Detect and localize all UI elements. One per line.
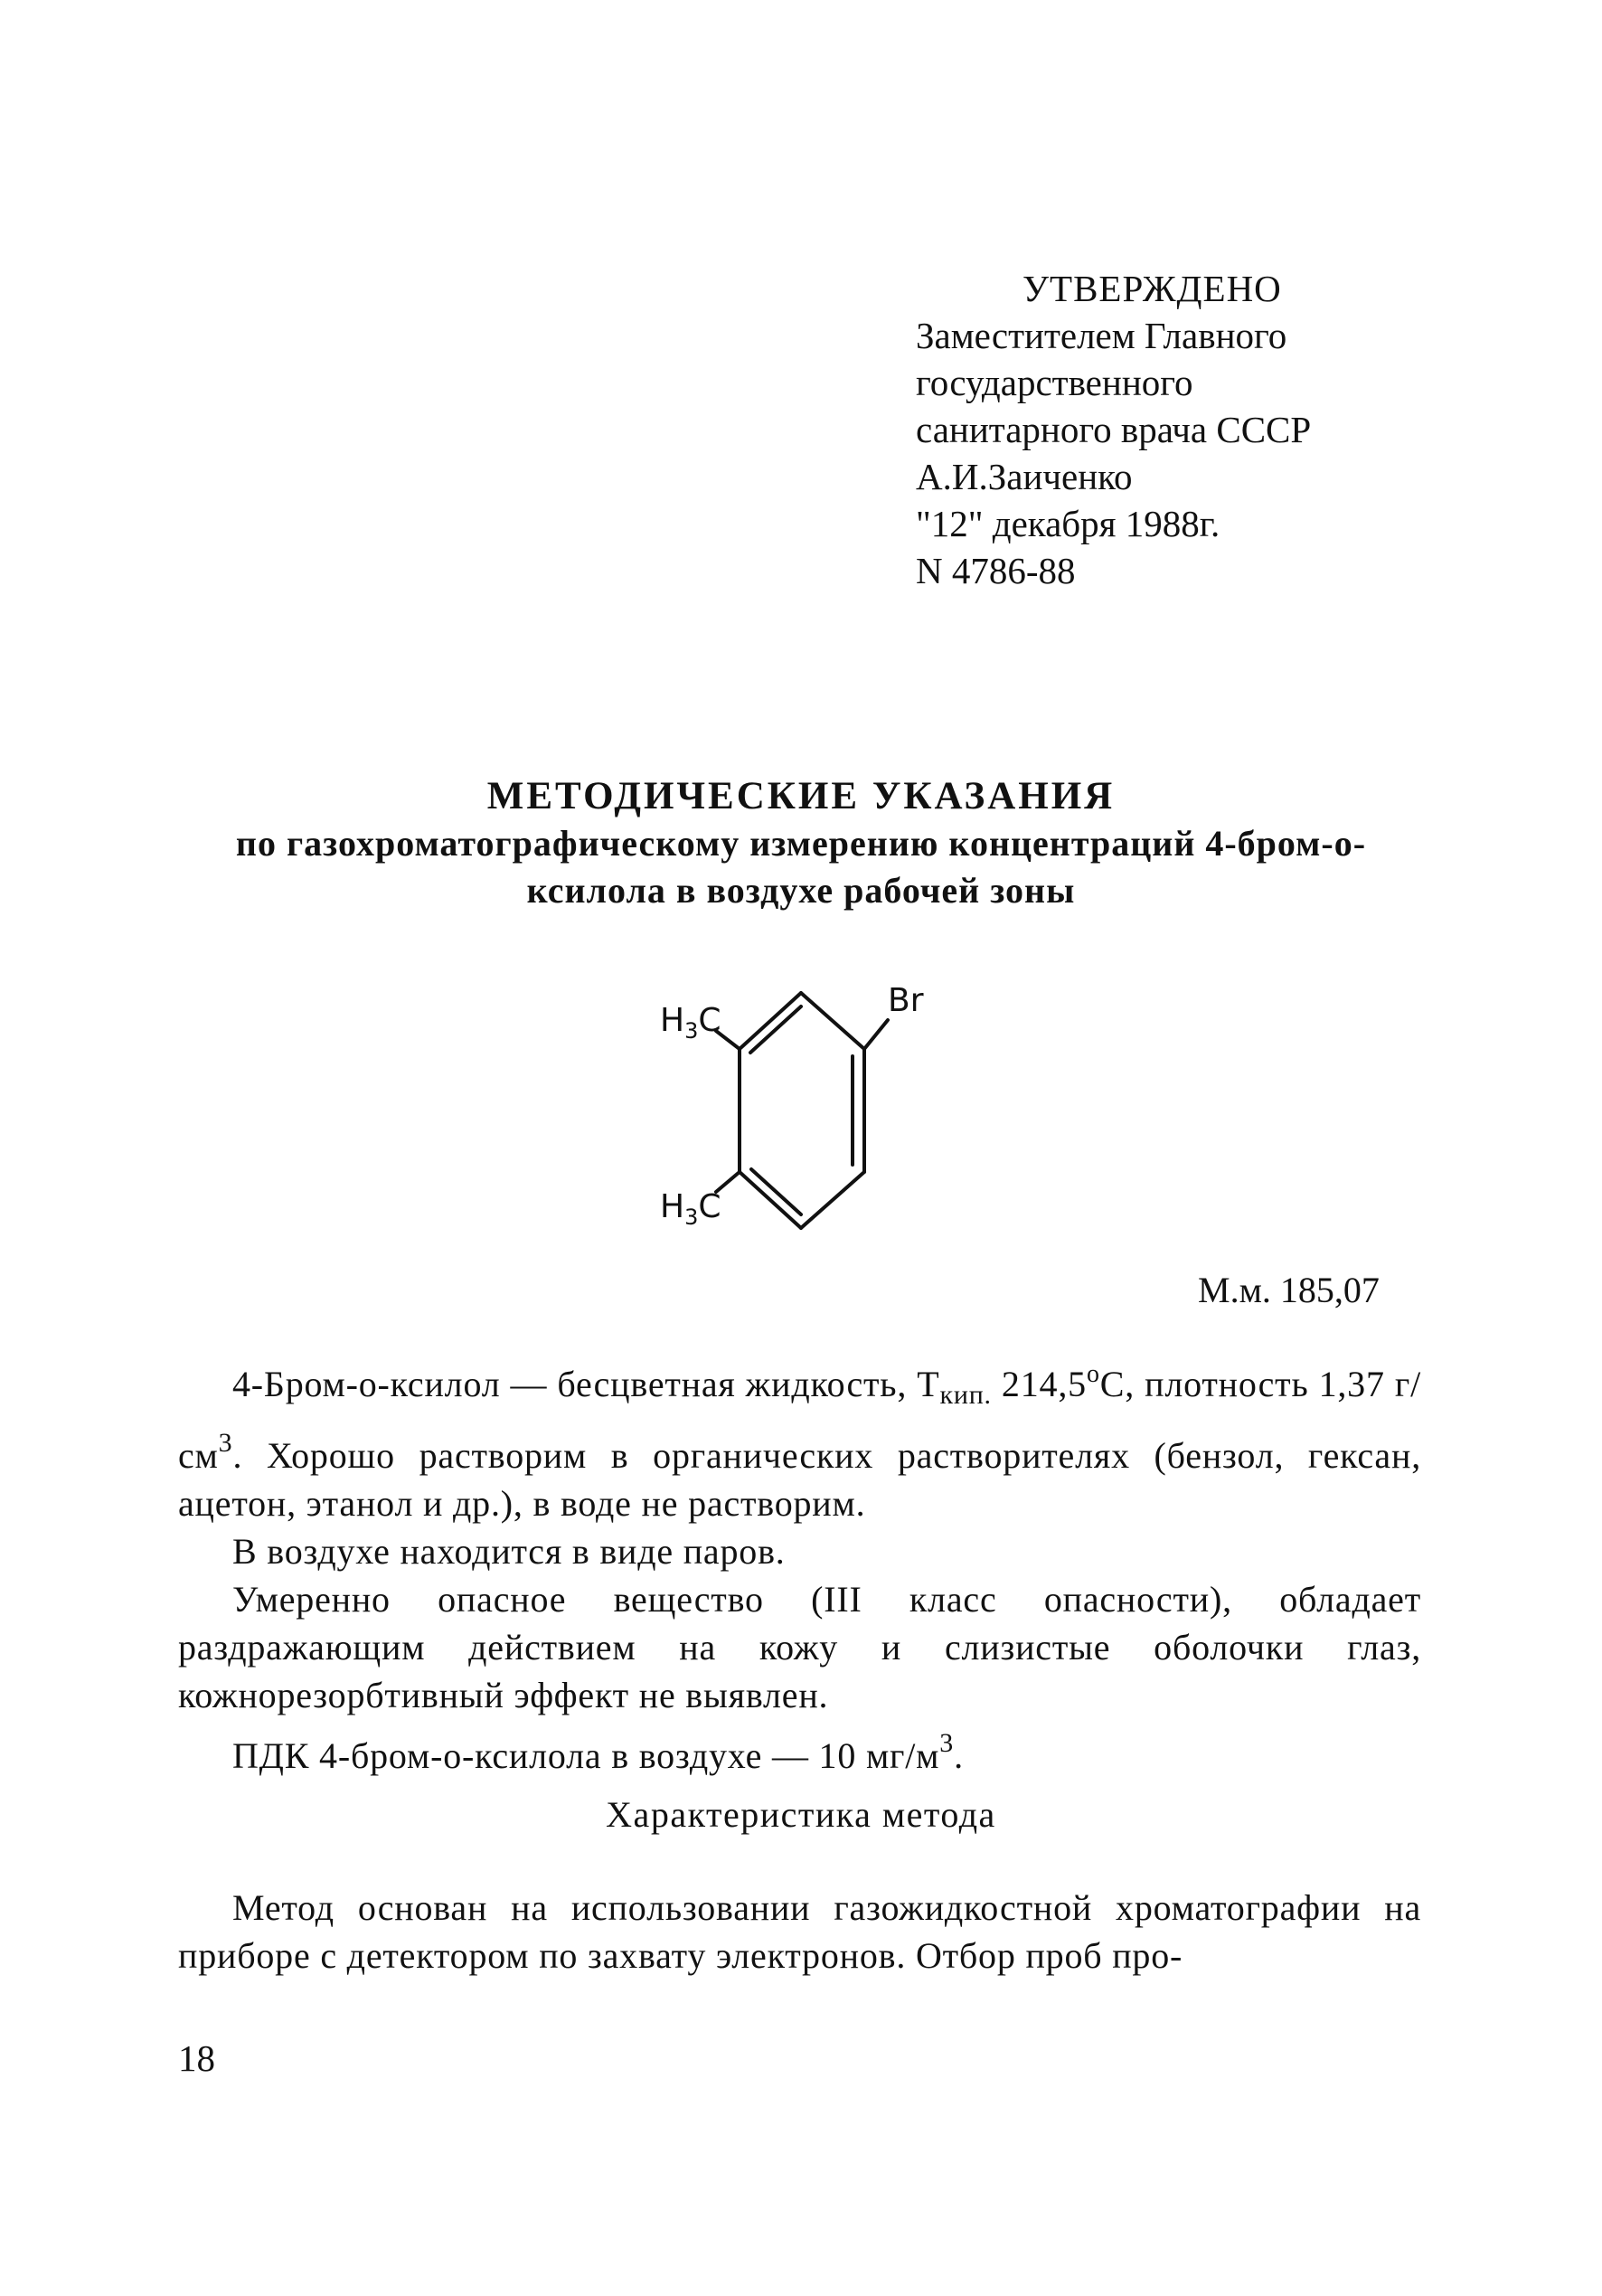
title-block [0, 773, 1602, 914]
ring-bond [801, 993, 864, 1049]
double-bond [750, 1006, 801, 1053]
structural-formula [633, 975, 958, 1255]
description-paragraph-2: В воздухе находится в виде паров. [232, 1531, 786, 1572]
description-paragraph-3: Умеренно опасное вещество (III класс опасности), обладает раздражающим действием на кожу и слизистые оболочки глаз, кожнорезорбтивный эффект не выявлен. [178, 1579, 1421, 1715]
br-label: Br [888, 982, 924, 1019]
document-subtitle-line-2: ксилола в воздухе рабочей зоны [526, 870, 1076, 911]
description [178, 1350, 1421, 1780]
description-paragraph-4: ПДК 4-бром-о-ксилола в воздухе — 10 $мг/м^3$. [232, 1728, 964, 1776]
document-title: МЕТОДИЧЕСКИЕ УКАЗАНИЯ [486, 775, 1116, 817]
molecular-weight: М.м. 185,07 [1198, 1270, 1380, 1310]
section-body [178, 1884, 1421, 1979]
approval-line-6: N 4786-88 [916, 550, 1076, 591]
approval-block [916, 265, 1549, 594]
approval-line-5: "12" декабря 1988г. [916, 503, 1220, 544]
approval-line-4: А.И.Заиченко [916, 456, 1133, 497]
approval-line-1: Заместителем Главного [916, 315, 1287, 356]
ring-bond [801, 1172, 864, 1228]
section-paragraph-1: Метод основан на использовании газожидкостной хроматографии на приборе с детектором по захвату электронов. Отбор проб про- [178, 1887, 1421, 1976]
description-paragraph-1: 4-Бром-о-ксилол — бесцветная жидкость, $Т_{кип.}$ 214,5$^o$С, плотность 1,37 $г/см^3$. Хорошо растворим в органических растворителях (бензол, гексан, ацетон, этанол и др.), в воде не растворим. [178, 1360, 1421, 1524]
document-subtitle-line-1: по газохроматографическому измерению концентраций 4-бром-о- [235, 823, 1367, 864]
approval-stamp: УТВЕРЖДЕНО [1022, 268, 1282, 309]
section-title: Характеристика метода [606, 1794, 996, 1835]
h3c-top-label: $H_3C$ [660, 1002, 721, 1044]
h3c-bottom-label: $H_3C$ [660, 1188, 721, 1230]
ring-bond [740, 1172, 801, 1228]
ring-bond [740, 993, 801, 1049]
approval-line-3: санитарного врача СССР [916, 409, 1312, 450]
approval-line-2: государственного [916, 362, 1193, 403]
substituent-bond [864, 1020, 888, 1049]
page-number: 18 [178, 2037, 215, 2079]
